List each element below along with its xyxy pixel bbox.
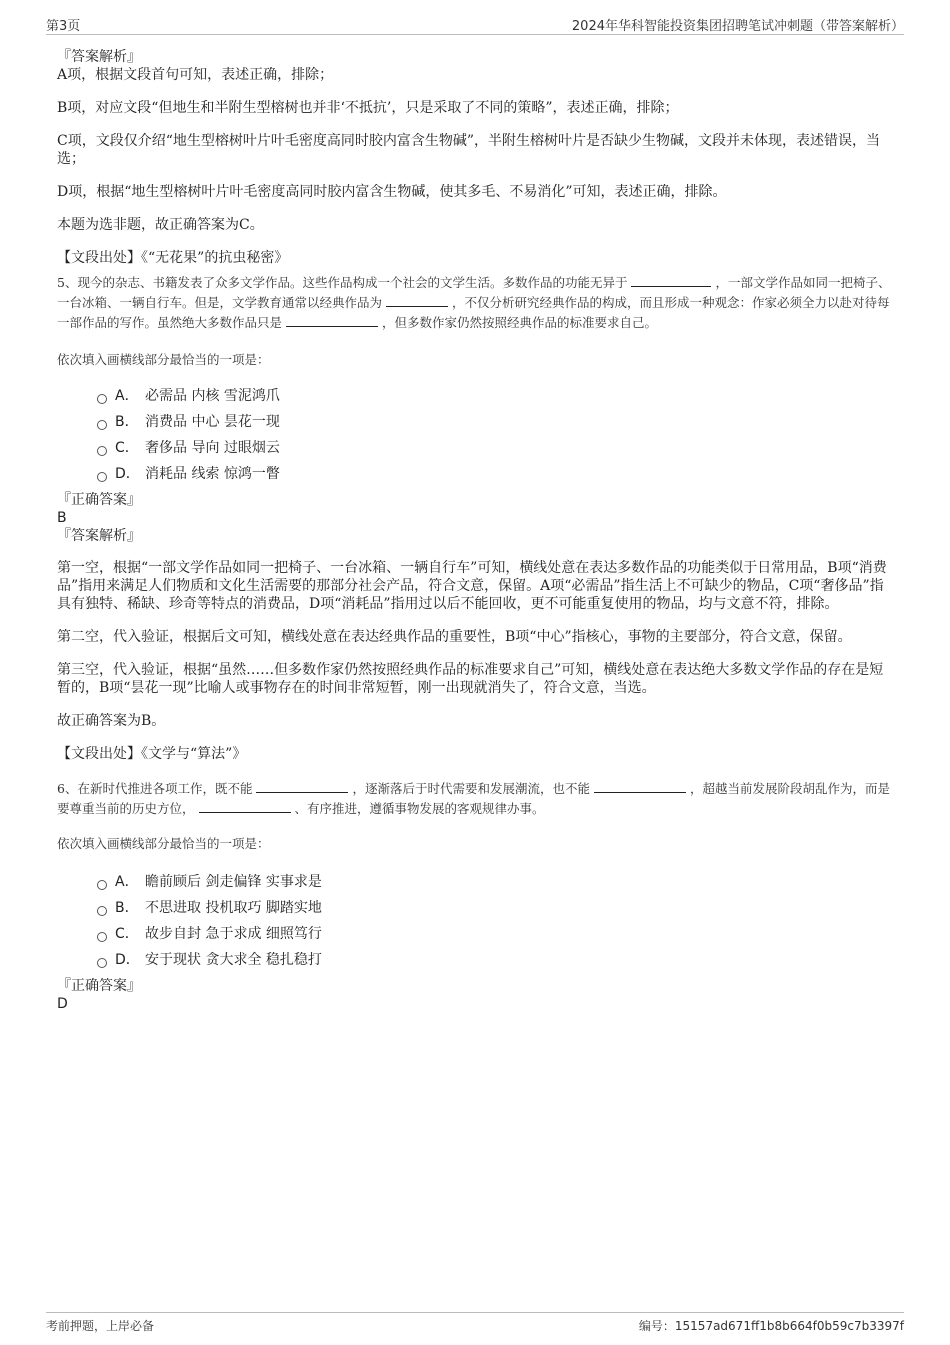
radio-icon[interactable] [97,472,107,482]
q4-analysis-para-b: B项，对应文段“但地生和半附生型榕树也并非‘不抵抗’，只是采取了不同的策略”，表述正确，排除； [57,100,679,116]
blank-line [386,294,448,307]
q6-option-c[interactable]: C． 故步自封 急于求成 细照笃行 [97,921,893,947]
q5-option-a[interactable]: A． 必需品 内核 雪泥鸿爪 [97,383,893,409]
q4-analysis-para-d: D项，根据“地生型榕树叶片叶毛密度高同时胶内富含生物碱，使其多毛、不易消化”可知，表述正确，排除。 [57,184,727,200]
q4-source: 【文段出处】《“无花果”的抗虫秘密》 [57,250,289,266]
q4-analysis-label: 『答案解析』 [57,49,141,65]
q4-analysis-para-c: C项，文段仅介绍“地生型榕树叶片叶毛密度高同时胶内富含生物碱”，半附生榕树叶片是否缺少生物碱，文段并未体现，表述错误，当选； [57,133,881,167]
q5-conclusion: 故正确答案为B。 [57,713,166,729]
q5-prompt: 依次填入画横线部分最恰当的一项是： [57,352,270,367]
q6-answer-label: 『正确答案』 [57,978,141,994]
radio-icon[interactable] [97,446,107,456]
document-id: 编号：15157ad671ff1b8b664f0b59c7b3397f [638,1319,904,1333]
radio-icon[interactable] [97,420,107,430]
blank-line [199,800,291,813]
q6-option-b[interactable]: B． 不思进取 投机取巧 脚踏实地 [97,895,893,921]
page-header [46,14,904,35]
q6-option-d[interactable]: D． 安于现状 贪大求全 稳扎稳打 [97,947,893,973]
q6-prompt: 依次填入画横线部分最恰当的一项是： [57,836,270,851]
main-content [57,48,893,1013]
q5-option-c[interactable]: C． 奢侈品 导向 过眼烟云 [97,435,893,461]
blank-line [256,780,348,793]
blank-line [631,274,711,287]
q4-conclusion: 本题为选非题，故正确答案为C。 [57,217,264,233]
q6-stem: 6、在新时代推进各项工作，既不能 ，逐渐落后于时代需要和发展潮流，也不能 ，超越当前发展阶段胡乱作为，而是要尊重当前的历史方位， 、有序推进，遵循事物发展的客观规律办事。 [57,781,890,816]
blank-line [594,780,686,793]
q5-answer: B [57,510,67,526]
q5-analysis-label: 『答案解析』 [57,528,141,544]
q5-answer-label: 『正确答案』 [57,492,141,508]
q5-analysis-para-1: 第一空，根据“一部文学作品如同一把椅子、一台冰箱、一辆自行车”可知，横线处意在表达多数作品的功能类似于日常用品，B项“消费品”指用来满足人们物质和文化生活需要的那部分社会产品，符合文意，保留。A项“必需品”指生活上不可缺少的物品，C项“奢侈品”指具有独特、稀缺、珍奇等特点的消费品，D项“消耗品”指用过以后不能回收，更不可能重复使用的物品，均与文意不符，排除。 [57,560,887,612]
q6-options [97,869,893,973]
radio-icon[interactable] [97,880,107,890]
q6-answer: D [57,996,68,1012]
q5-option-d[interactable]: D． 消耗品 线索 惊鸿一瞥 [97,461,893,487]
q5-source: 【文段出处】《文学与“算法”》 [57,746,247,762]
q5-analysis-para-2: 第二空，代入验证，根据后文可知，横线处意在表达经典作品的重要性，B项“中心”指核心，事物的主要部分，符合文意，保留。 [57,629,852,645]
q4-analysis-para-a: A项，根据文段首句可知，表述正确，排除； [57,67,334,83]
radio-icon[interactable] [97,932,107,942]
q5-analysis-para-3: 第三空，代入验证，根据“虽然……但多数作家仍然按照经典作品的标准要求自己”可知，横线处意在表达绝大多数文学作品的存在是短暂的，B项“昙花一现”比喻人或事物存在的时间非常短暂，刚一出现就消失了，符合文意，当选。 [57,662,884,696]
q5-options [97,383,893,487]
q5-option-b[interactable]: B． 消费品 中心 昙花一现 [97,409,893,435]
radio-icon[interactable] [97,958,107,968]
q5-stem: 5、现今的杂志、书籍发表了众多文学作品。这些作品构成一个社会的文学生活。多数作品的功能无异于 ，一部文学作品如同一把椅子、一台冰箱、一辆自行车。但是，文学教育通常以经典作品为 ，不仅分析研究经典作品的构成，而且形成一种观念：作家必须全力以赴对待每一部作品的写作。虽然绝大多数作品只是 ，但多数作家仍然按照经典作品的标准要求自己。 [57,275,891,330]
page-footer [46,1312,904,1335]
radio-icon[interactable] [97,394,107,404]
radio-icon[interactable] [97,906,107,916]
document-title: 2024年华科智能投资集团招聘笔试冲刺题（带答案解析） [571,19,904,34]
q6-option-a[interactable]: A． 瞻前顾后 剑走偏锋 实事求是 [97,869,893,895]
footer-slogan: 考前押题，上岸必备 [46,1319,155,1333]
blank-line [286,314,378,327]
page-number: 第3页 [46,19,81,34]
